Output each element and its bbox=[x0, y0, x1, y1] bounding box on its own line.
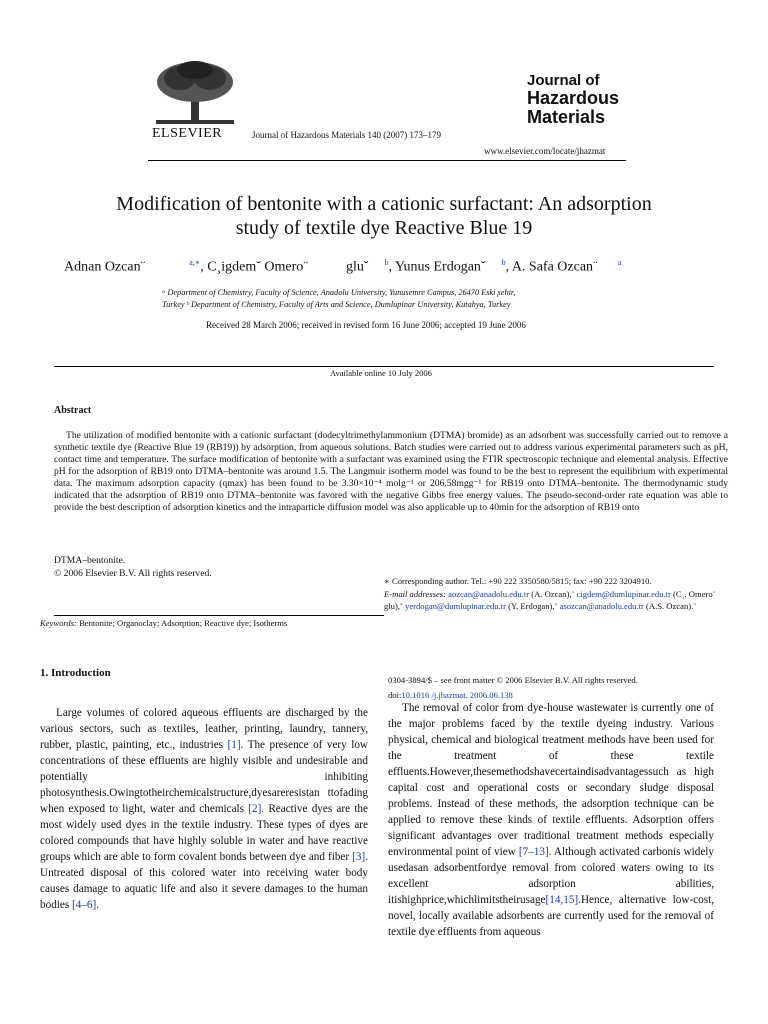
abstract-tail bbox=[54, 554, 212, 580]
journal-logo-line: Hazardous bbox=[527, 87, 620, 108]
affiliation-line: Turkey ᵇ Department of Chemistry, Faculty of Arts and Science, Dumlupinar University, Kutahya, Turkey bbox=[162, 300, 511, 309]
corresponding-author-line: ∗ Corresponding author. Tel.: +90 222 3350580/5815; fax: +90 222 3204910. bbox=[384, 576, 652, 586]
reference-link[interactable]: [7–13] bbox=[518, 846, 549, 858]
email-link[interactable]: cigdem@dumlupinar.edu.tr bbox=[576, 588, 671, 599]
author-name: , A. Safa Ozcan¨ bbox=[505, 259, 598, 275]
author-name: , Yunus Erdogan˘ bbox=[388, 259, 486, 275]
author-affiliation-mark[interactable]: a bbox=[617, 258, 622, 267]
body-text: The removal of color from dye-house wastewater is currently one of the major problems faced by the textile dyeing industry. Various physical, chemical and biological treatment methods have been used for the treatment of these textile effluents.However,thesemethodshavecertaindisadvantagessuch as high capital cost and operational costs or secondary sludge disposal problems. Instead of these methods, the adsorption technique can be applied to remove these kinds of textile effluents. Adsorption offers significant advantages over traditional treatment methods especially environmental point of view bbox=[388, 702, 714, 858]
article-title bbox=[54, 192, 714, 240]
reference-link[interactable]: [1] bbox=[227, 739, 241, 751]
email-link[interactable]: aozcan@anadolu.edu.tr bbox=[448, 588, 530, 599]
introduction-paragraph-left bbox=[40, 705, 368, 913]
body-text: . The presence of very low concentrations of these effluents are highly visible and undesirable and potentially inhibiting photosynthesis.Owingtotheirchemicalstructure,dyesareresistan ttofading when exposed to light, water and chemicals bbox=[40, 739, 368, 815]
front-matter-line: 0304-3894/$ – see front matter © 2006 Elsevier B.V. All rights reserved. bbox=[388, 675, 638, 685]
affiliation-line: ᵃ Department of Chemistry, Faculty of Science, Anadolu University, Yunusemre Campus, 26470 Eski ̧sehir, bbox=[162, 288, 516, 297]
author-name: , C¸igdem˘ Omero¨ bbox=[200, 259, 308, 275]
keywords-divider bbox=[54, 615, 384, 616]
title-divider bbox=[54, 366, 714, 367]
body-text: . bbox=[96, 899, 100, 911]
received-dates: Received 28 March 2006; received in revised form 16 June 2006; accepted 19 June 2006 bbox=[206, 320, 526, 330]
reference-link[interactable]: [2] bbox=[248, 803, 262, 815]
email-link[interactable]: asozcan@anadolu.edu.tr bbox=[559, 601, 644, 611]
doi-label: doi: bbox=[388, 690, 402, 700]
keywords bbox=[40, 618, 287, 628]
corresponding-author-footnote bbox=[384, 575, 724, 613]
copyright-line: © 2006 Elsevier B.V. All rights reserved. bbox=[54, 568, 212, 579]
author-name: Adnan Ozcan¨ bbox=[64, 259, 146, 275]
journal-logo bbox=[527, 73, 619, 127]
available-online-date: Available online 10 July 2006 bbox=[330, 368, 432, 378]
author-affiliation-mark[interactable]: a,∗ bbox=[189, 258, 201, 267]
header-divider bbox=[148, 160, 626, 161]
email-label: E-mail addresses: bbox=[384, 588, 446, 599]
title-line: Modification of bentonite with a cationic surfactant: An adsorption bbox=[116, 193, 652, 215]
email-owner: (C¸. Omero¨ glu),˘ bbox=[384, 588, 716, 611]
body-text: Large volumes of colored aqueous effluents are discharged by the various sectors, such as textiles, leather, printing, laundry, tannery, rubber, plastic, painting, etc., industries bbox=[40, 707, 368, 751]
publisher-name: ELSEVIER bbox=[152, 126, 223, 141]
author-affiliation-mark[interactable]: b bbox=[501, 258, 506, 267]
author-affiliation-mark[interactable]: b bbox=[384, 258, 389, 267]
author-name: glu˘ bbox=[345, 259, 369, 275]
keywords-label: Keywords: bbox=[40, 618, 77, 628]
author-list bbox=[64, 258, 744, 276]
email-owner: (Y. Erdogan),˘ bbox=[508, 601, 558, 611]
journal-citation: Journal of Hazardous Materials 140 (2007) 173–179 bbox=[252, 130, 441, 140]
journal-url[interactable]: www.elsevier.com/locate/jhazmat bbox=[484, 146, 606, 156]
body-text: . Although activated carbonis widely usedasan adsorbentfordye removal from colored waters owing to its excellent adsorption abilities, itishighprice,whichlimitstheirusage bbox=[388, 846, 714, 906]
title-line: study of textile dye Reactive Blue 19 bbox=[235, 217, 533, 239]
abstract-heading: Abstract bbox=[54, 405, 92, 416]
reference-link[interactable]: [3] bbox=[352, 851, 366, 863]
abstract-tail-line: DTMA–bentonite. bbox=[54, 555, 126, 566]
introduction-heading: 1. Introduction bbox=[40, 667, 111, 679]
email-owner: (A. Ozcan),¨ bbox=[531, 588, 575, 599]
email-owner: (A.S. Ozcan).¨ bbox=[646, 601, 697, 611]
body-text: .Hence, alternative low-cost, novel, locally available adsorbents are currently used for the removal of textile dye effluents from aqueous bbox=[388, 894, 714, 938]
journal-logo-line: Materials bbox=[527, 106, 606, 127]
issn-doi-block bbox=[388, 673, 638, 703]
journal-logo-line: Journal of bbox=[527, 72, 600, 89]
email-addresses bbox=[384, 588, 724, 613]
body-text: . Reactive dyes are the most widely used dyes in the textile industry. These types of dyes are colored compounds that have highly soluble in water and have reactive groups which are able to form covalent bonds between dye and fiber bbox=[40, 803, 368, 863]
email-link[interactable]: yerdogan@dumlupinar.edu.tr bbox=[405, 601, 507, 611]
keywords-text: Bentonite; Organoclay; Adsorption; Reactive dye; Isotherms bbox=[79, 618, 288, 628]
body-text: . Untreated disposal of this colored water into receiving water body causes damage to aquatic life and also it severe damages to the human bodies bbox=[40, 851, 368, 911]
abstract-body: The utilization of modified bentonite with a cationic surfactant (dodecyltrimethylammonium (DTMA) bromide) as an adsorbent was successfully carried out to remove a synthetic textile dye (Reactive Blue 19 (RB19)) by adsorption, from aqueous solutions. Batch studies were carried out to address various experimental parameters such as pH, contact time and temperature. The surface modification of bentonite with a surfactant was examined using the FTIR spectroscopic technique and elemental analysis. Effective pH for the adsorption of RB19 onto DTMA–bentonite was around 1.5. The Langmuir isotherm model was found to be the best to represent the equilibrium with experimental data. The maximum adsorption capacity (qmax) has been found to be 3.30×10⁻⁴ molg⁻¹ or 206.58mgg⁻¹ for RB19 onto DTMA–bentonite. The thermodynamic study indicated that the adsorption of RB19 onto DTMA–bentonite was favored with the negative Gibbs free energy values. The pseudo-second-order rate equation was able to provide the best description of adsorption kinetics and the intraparticle diffusion model was also applicable up to 40min for the adsorption of RB19 onto bbox=[54, 430, 728, 513]
reference-link[interactable]: [4–6] bbox=[72, 899, 97, 911]
reference-link[interactable]: [14,15] bbox=[545, 894, 579, 906]
affiliations bbox=[162, 287, 622, 311]
introduction-paragraph-right bbox=[388, 700, 714, 940]
doi-link[interactable]: 10.1016 /j.jhazmat. 2006.06.138 bbox=[401, 690, 513, 700]
